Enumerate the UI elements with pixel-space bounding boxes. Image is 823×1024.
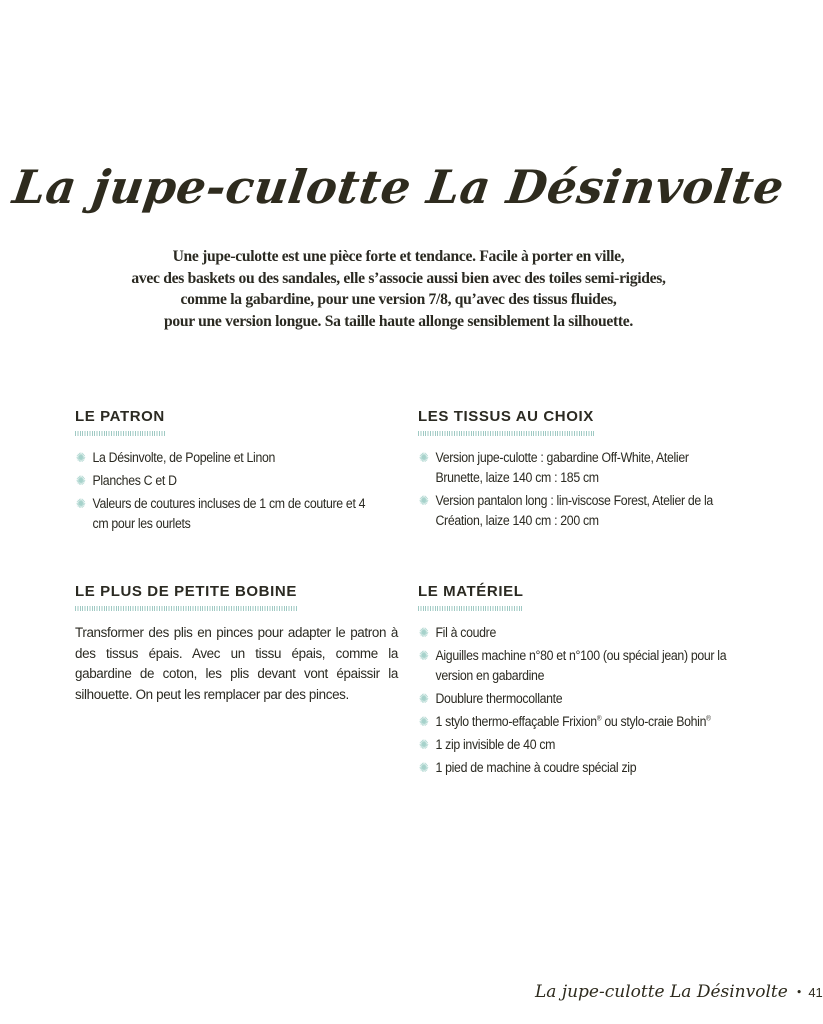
section-title: LE MATÉRIEL (418, 583, 524, 600)
list-item: ✺ Version jupe-culotte : gabardine Off-White, Atelier Brunette, laize 140 cm : 185 cm (418, 450, 689, 485)
section-materiel (418, 583, 743, 781)
list-item: ✺ 1 zip invisible de 40 cm (418, 735, 717, 755)
section-title: LE PATRON (75, 408, 165, 425)
page-number: 41 (808, 985, 823, 1000)
patron-list (75, 448, 375, 534)
list-item: ✺ Planches C et D (75, 471, 351, 491)
list-item: ✺ La Désinvolte, de Popeline et Linon (75, 448, 351, 468)
asterisk-bullet-icon: ✺ (418, 625, 429, 640)
page-title: La jupe-culotte La Désinvolte (9, 160, 788, 214)
list-item: ✺ Version pantalon long : lin-viscose Forest, Atelier de la Création, laize 140 cm : 200 cm (418, 493, 713, 528)
asterisk-bullet-icon: ✺ (75, 473, 86, 488)
section-title: LES TISSUS AU CHOIX (418, 408, 594, 425)
section-tissus (418, 408, 743, 534)
list-item: ✺ Aiguilles machine n°80 et n°100 (ou spécial jean) pour la version en gabardine (418, 648, 727, 683)
asterisk-bullet-icon: ✺ (418, 737, 429, 752)
intro-paragraph (120, 246, 677, 332)
tissus-list (418, 448, 743, 531)
asterisk-bullet-icon: ✺ (418, 760, 429, 775)
asterisk-bullet-icon: ✺ (418, 648, 429, 663)
intro-line: pour une version longue. Sa taille haute allonge sensiblement la silhouette. (163, 312, 633, 330)
tip-paragraph: Transformer des plis en pinces pour adapter le patron à des tissus épais. Avec un tissu épais, comme la gabardine de coton, les plis devant vont épaissir la silhouette. On peut les remplacer par des pinces. (75, 625, 398, 702)
asterisk-bullet-icon: ✺ (75, 450, 86, 465)
registered-mark: ® (596, 715, 602, 723)
intro-line: comme la gabardine, pour une version 7/8, qu’avec des tissus fluides, (180, 291, 617, 308)
section-title: LE PLUS DE PETITE BOBINE (75, 583, 297, 600)
section-bobine (75, 583, 398, 705)
separator-dot: • (795, 986, 803, 999)
list-item: ✺ Doublure thermocollante (418, 689, 717, 709)
list-item: ✺ 1 pied de machine à coudre spécial zip (418, 758, 717, 778)
dotted-underline (418, 606, 523, 611)
list-item: ✺ Fil à coudre (418, 623, 717, 643)
section-patron (75, 408, 375, 537)
intro-line: Une jupe-culotte est une pièce forte et tendance. Facile à porter en ville, (172, 248, 625, 265)
list-item: ✺ 1 stylo thermo-effaçable Frixion® ou stylo-craie Bohin® (418, 712, 717, 732)
dotted-underline (75, 606, 297, 611)
materiel-list (418, 623, 743, 778)
asterisk-bullet-icon: ✺ (418, 691, 429, 706)
page-footer (535, 982, 823, 1002)
dotted-underline (75, 431, 165, 436)
asterisk-bullet-icon: ✺ (418, 450, 429, 465)
running-title: La jupe-culotte La Désinvolte (535, 982, 788, 1002)
asterisk-bullet-icon: ✺ (75, 496, 86, 511)
registered-mark: ® (706, 715, 711, 723)
asterisk-bullet-icon: ✺ (418, 493, 429, 508)
dotted-underline (418, 431, 594, 436)
asterisk-bullet-icon: ✺ (418, 714, 429, 729)
list-item: ✺ Valeurs de coutures incluses de 1 cm de couture et 4 cm pour les ourlets (75, 496, 366, 531)
intro-line: avec des baskets ou des sandales, elle s’associe aussi bien avec des toiles semi-rigides, (131, 269, 666, 287)
